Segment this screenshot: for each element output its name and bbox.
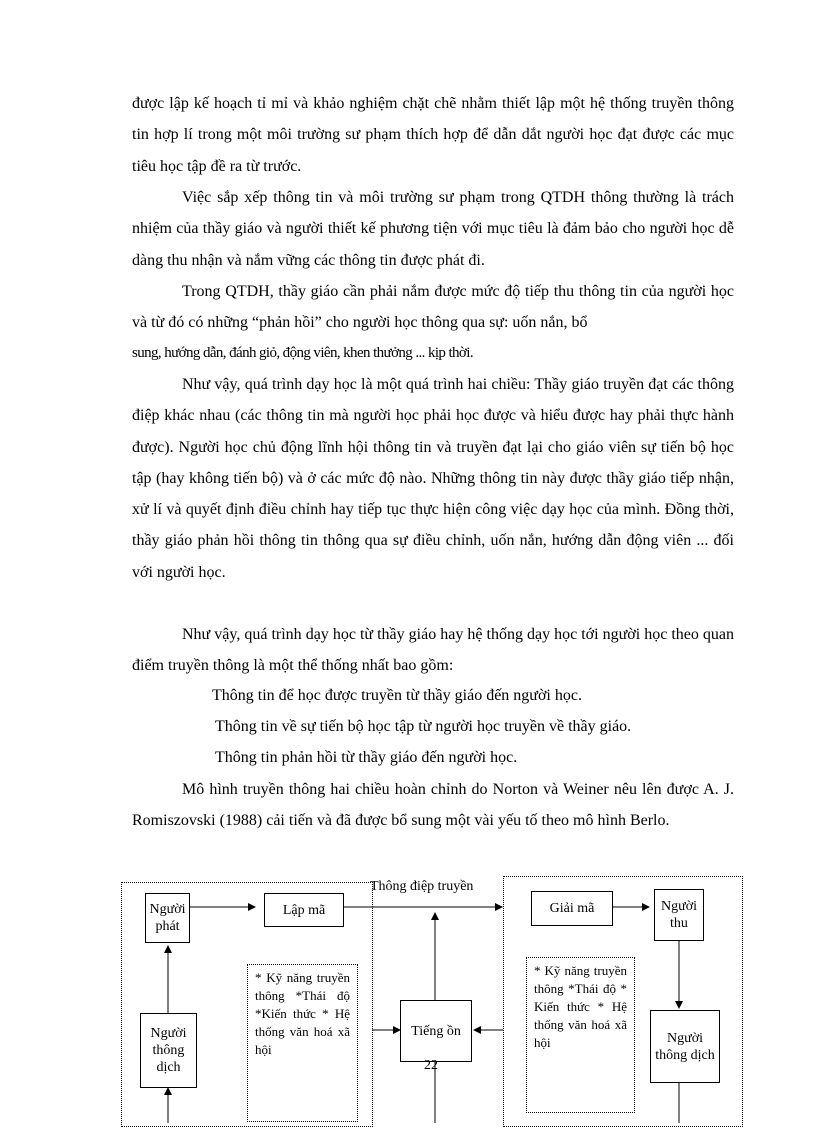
paragraph-3-continued: sung, hướng dẫn, đánh giỏ, động viên, khen thưởng ... kịp thời.: [132, 345, 473, 361]
paragraph-1: được lập kế hoạch tỉ mỉ và khảo nghiệm chặt chẽ nhằm thiết lập một hệ thống truyền thông tin hợp lí trong một môi trường sư phạm thích hợp để dẫn dắt người học đạt được các mục tiêu học tập đề ra từ trước.: [132, 95, 734, 175]
receiver-factors-note: * Kỹ năng truyền thông *Thái độ * Kiến thức * Hệ thống văn hoá xã hội: [526, 957, 635, 1113]
interpreter-left-box: Người thông dịch: [140, 1013, 197, 1088]
encode-box: Lập mã: [264, 893, 344, 927]
list-item: Thông tin để học được truyền từ thầy giáo đến người học.: [212, 687, 582, 704]
paragraph-4: Như vậy, quá trình dạy học là một quá trình hai chiều: Thầy giáo truyền đạt các thông điệp khác nhau (các thông tin mà người học phải học được và hiểu được hay phải thực hành được). Người học chủ động lĩnh hội thông tin và truyền đạt lại cho giáo viên sự tiến bộ học tập (hay không tiến bộ) và ở các mức độ nào. Những thông tin này được thầy giáo tiếp nhận, xử lí và quyết định điều chỉnh hay tiếp tục thực hiện công việc dạy học của mình. Đồng thời, thầy giáo phản hồi thông tin thông qua sự điều chỉnh, uốn nắn, hướng dẫn động viên ... đối với người học.: [132, 376, 734, 581]
decode-box: Giải mã: [531, 891, 613, 926]
message-label: Thông điệp truyền: [370, 879, 474, 894]
receiver-box: Người thu: [654, 889, 704, 941]
sender-factors-note: * Kỹ năng truyền thông *Thái độ *Kiến thức * Hệ thống văn hoá xã hội: [247, 964, 358, 1122]
sender-box: Người phát: [145, 893, 190, 943]
page-number: 22: [424, 1058, 438, 1073]
paragraph-2: Việc sắp xếp thông tin và môi trường sư phạm trong QTDH thông thường là trách nhiệm của thầy giáo và người thiết kế phương tiện với mục tiêu là đảm bảo cho người học dễ dàng thu nhận và nắm vững các thông tin được phát đi.: [132, 189, 734, 269]
interpreter-right-box: Người thông dịch: [650, 1010, 720, 1083]
list-item: Thông tin về sự tiến bộ học tập từ người học truyền về thầy giáo.: [215, 718, 632, 735]
noise-box: Tiếng ồn: [400, 1000, 472, 1062]
list-item: Thông tin phản hồi từ thầy giáo đến người học.: [215, 749, 518, 766]
paragraph-6: Mô hình truyền thông hai chiều hoàn chỉnh do Norton và Weiner nêu lên được A. J. Romiszovski (1988) cải tiến và đã được bổ sung một vài yếu tố theo mô hình Berlo.: [132, 781, 734, 830]
paragraph-3: Trong QTDH, thầy giáo cần phải nắm được mức độ tiếp thu thông tin của người học và từ đó có những “phản hồi” cho người học thông qua sự: uốn nắn, bổ: [132, 283, 734, 332]
paragraph-5: Như vậy, quá trình dạy học từ thầy giáo hay hệ thống dạy học tới người học theo quan điểm truyền thông là một thể thống nhất bao gồm:: [132, 626, 734, 675]
